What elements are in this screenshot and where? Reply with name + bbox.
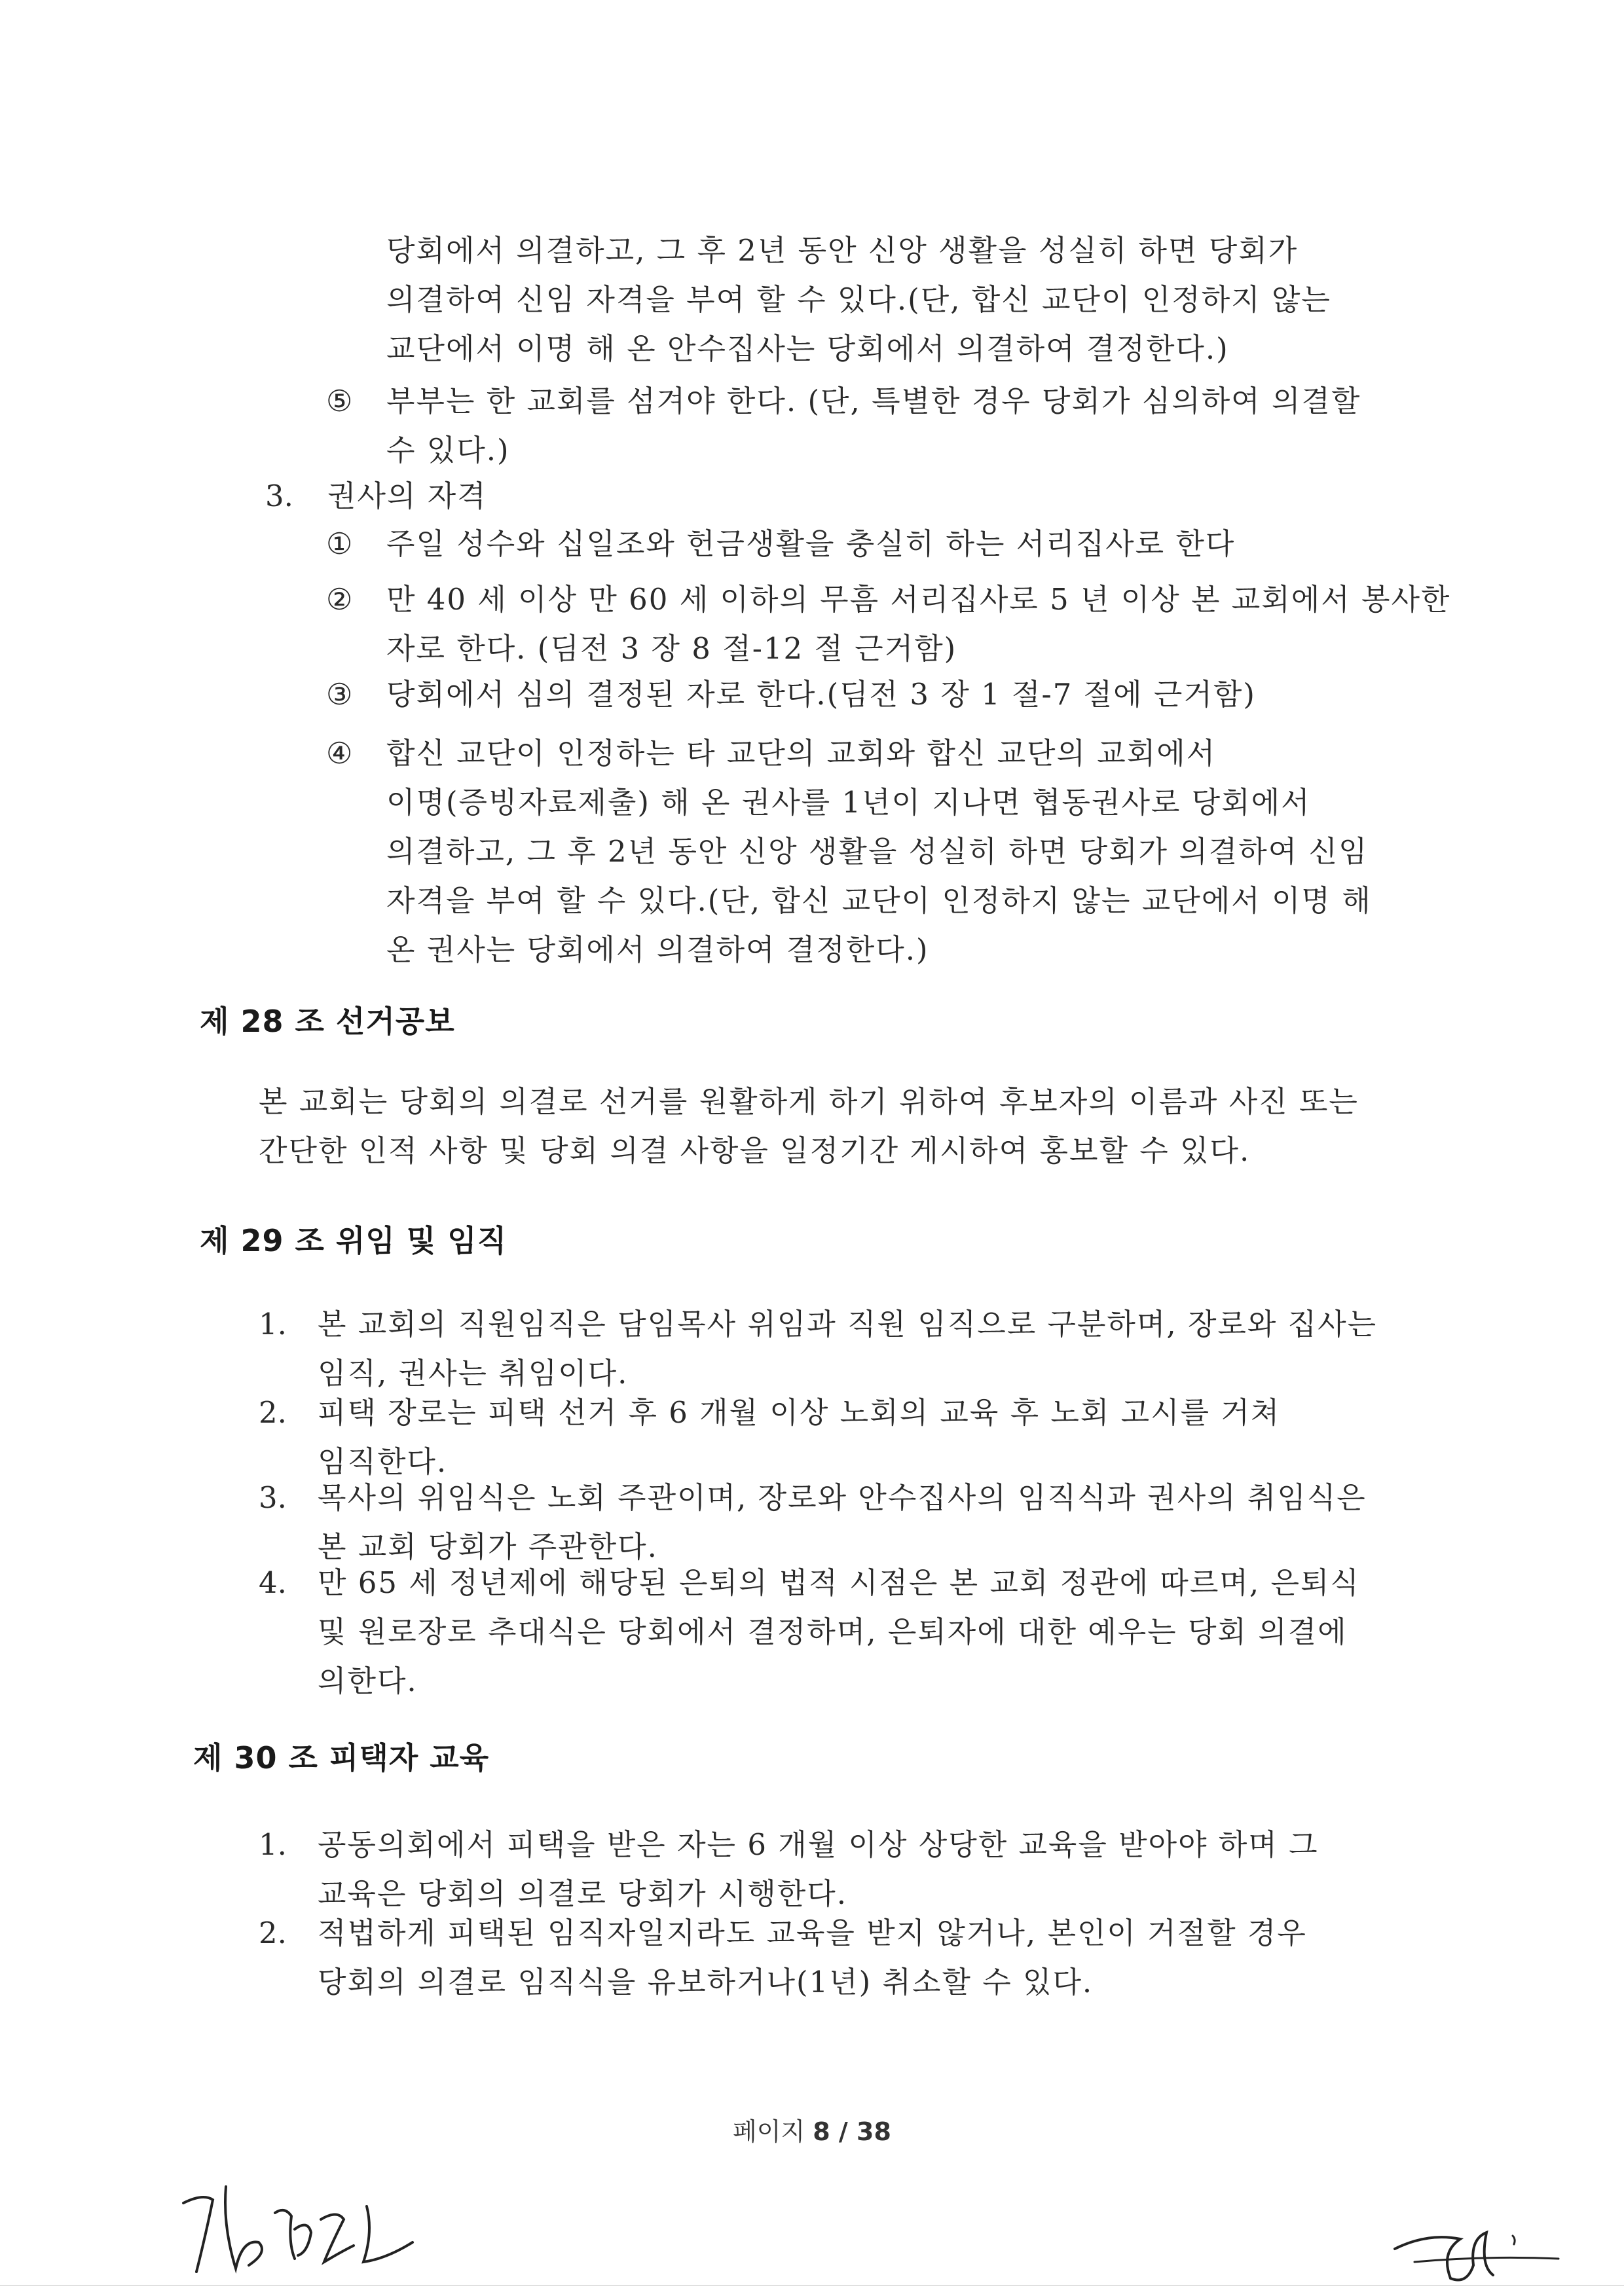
text-line: 교육은 당회의 의결로 당회가 시행한다. (318, 1876, 848, 1911)
text-line: 당회에서 의결하고, 그 후 2년 동안 신앙 생활을 성실히 하면 당회가 (386, 233, 1299, 268)
article-heading: 제 30 조 피택자 교육 (193, 1740, 490, 1776)
art29-item3 (318, 1473, 1367, 1571)
section-marker: 3. (265, 479, 293, 513)
s3-item3 (386, 670, 1256, 719)
s3-item2 (386, 575, 1450, 673)
text-line: 의한다. (318, 1664, 418, 1698)
signature-left-icon (177, 2180, 439, 2285)
text-line: 합신 교단이 인정하는 타 교단의 교회와 합신 교단의 교회에서 (386, 736, 1217, 771)
text-line: 본 교회는 당회의 의결로 선거를 원활하게 하기 위하여 후보자의 이름과 사진 또는 (259, 1084, 1359, 1119)
text-line: 부부는 한 교회를 섬겨야 한다. (단, 특별한 경우 당회가 심의하여 의결할 (386, 384, 1361, 418)
s3-item4 (386, 729, 1372, 974)
text-line: 만 65 세 정년제에 해당된 은퇴의 법적 시점은 본 교회 정관에 따르며, 은퇴식 (318, 1565, 1360, 1600)
text-line: 임직한다. (318, 1444, 448, 1479)
text-line: 이명(증빙자료제출) 해 온 권사를 1년이 지나면 협동권사로 당회에서 (386, 785, 1311, 820)
item-marker: ① (326, 526, 353, 561)
text-line: 본 교회의 직원임직은 담임목사 위임과 직원 임직으로 구분하며, 장로와 집사는 (318, 1307, 1378, 1341)
article-heading: 제 28 조 선거공보 (200, 1004, 455, 1039)
item-marker: ③ (326, 677, 353, 712)
item-marker: 2. (259, 1395, 287, 1430)
text-line: 본 교회 당회가 주관한다. (318, 1529, 658, 1564)
text-line: 수 있다.) (386, 433, 510, 467)
art27-item4-tail (386, 226, 1331, 373)
article-heading: 제 29 조 위임 및 임직 (200, 1223, 507, 1258)
text-line: 목사의 위임식은 노회 주관이며, 장로와 안수집사의 임직식과 권사의 취임식은 (318, 1480, 1367, 1515)
text-line: 및 원로장로 추대식은 당회에서 결정하며, 은퇴자에 대한 예우는 당회 의결에 (318, 1614, 1348, 1649)
text-line: 당회에서 심의 결정된 자로 한다.(딤전 3 장 1 절-7 절에 근거함) (386, 677, 1256, 712)
text-line: 온 권사는 당회에서 의결하여 결정한다.) (386, 932, 929, 967)
text-line: 간단한 인적 사항 및 당회 의결 사항을 일정기간 게시하여 홍보할 수 있다. (259, 1133, 1251, 1168)
text-line: 교단에서 이명 해 온 안수집사는 당회에서 의결하여 결정한다.) (386, 331, 1229, 366)
item-marker: ⑤ (326, 384, 353, 418)
scan-edge-line (0, 2285, 1624, 2286)
art29-item4 (318, 1558, 1360, 1705)
text-line: 임직, 권사는 취임이다. (318, 1356, 629, 1391)
item-marker: 4. (259, 1565, 287, 1600)
signature-left (177, 2180, 439, 2285)
item-marker: 2. (259, 1916, 287, 1950)
s3-item1 (386, 519, 1235, 568)
item-marker: 1. (259, 1307, 287, 1341)
text-line: 당회의 의결로 임직식을 유보하거나(1년) 취소할 수 있다. (318, 1965, 1094, 1999)
text-line: 만 40 세 이상 만 60 세 이하의 무흠 서리집사로 5 년 이상 본 교회에서 봉사한 (386, 582, 1451, 617)
page-number: 8 / 38 (813, 2117, 891, 2146)
art29-item1 (318, 1300, 1377, 1398)
section-title: 권사의 자격 (327, 479, 487, 513)
text-line: 공동의회에서 피택을 받은 자는 6 개월 이상 상당한 교육을 받아야 하며 그 (318, 1827, 1319, 1862)
text-line: 의결하여 신임 자격을 부여 할 수 있다.(단, 합신 교단이 인정하지 않는 (386, 282, 1331, 317)
text-line: 의결하고, 그 후 2년 동안 신앙 생활을 성실히 하면 당회가 의결하여 신임 (386, 834, 1369, 869)
item-marker: 3. (259, 1480, 287, 1515)
art30-item1 (318, 1820, 1319, 1918)
art29-item2 (318, 1388, 1280, 1486)
text-line: 피택 장로는 피택 선거 후 6 개월 이상 노회의 교육 후 노회 고시를 거쳐 (318, 1395, 1281, 1430)
signature-right (1388, 2206, 1585, 2291)
page-footer (0, 2111, 1624, 2147)
text-line: 주일 성수와 십일조와 헌금생활을 충실히 하는 서리집사로 한다 (386, 526, 1236, 561)
item-marker: ④ (326, 736, 353, 771)
text-line: 자로 한다. (딤전 3 장 8 절-12 절 근거함) (386, 631, 957, 666)
text-line: 적법하게 피택된 임직자일지라도 교육을 받지 않거나, 본인이 거절할 경우 (318, 1916, 1307, 1950)
item-marker: ② (326, 582, 353, 617)
art30-item2 (318, 1908, 1307, 2007)
art27-item5 (386, 376, 1361, 475)
text-line: 자격을 부여 할 수 있다.(단, 합신 교단이 인정하지 않는 교단에서 이명 해 (386, 883, 1372, 918)
signature-right-icon (1388, 2206, 1585, 2291)
art28-body (259, 1077, 1359, 1175)
item-marker: 1. (259, 1827, 287, 1862)
page-label: 페이지 (733, 2117, 805, 2146)
